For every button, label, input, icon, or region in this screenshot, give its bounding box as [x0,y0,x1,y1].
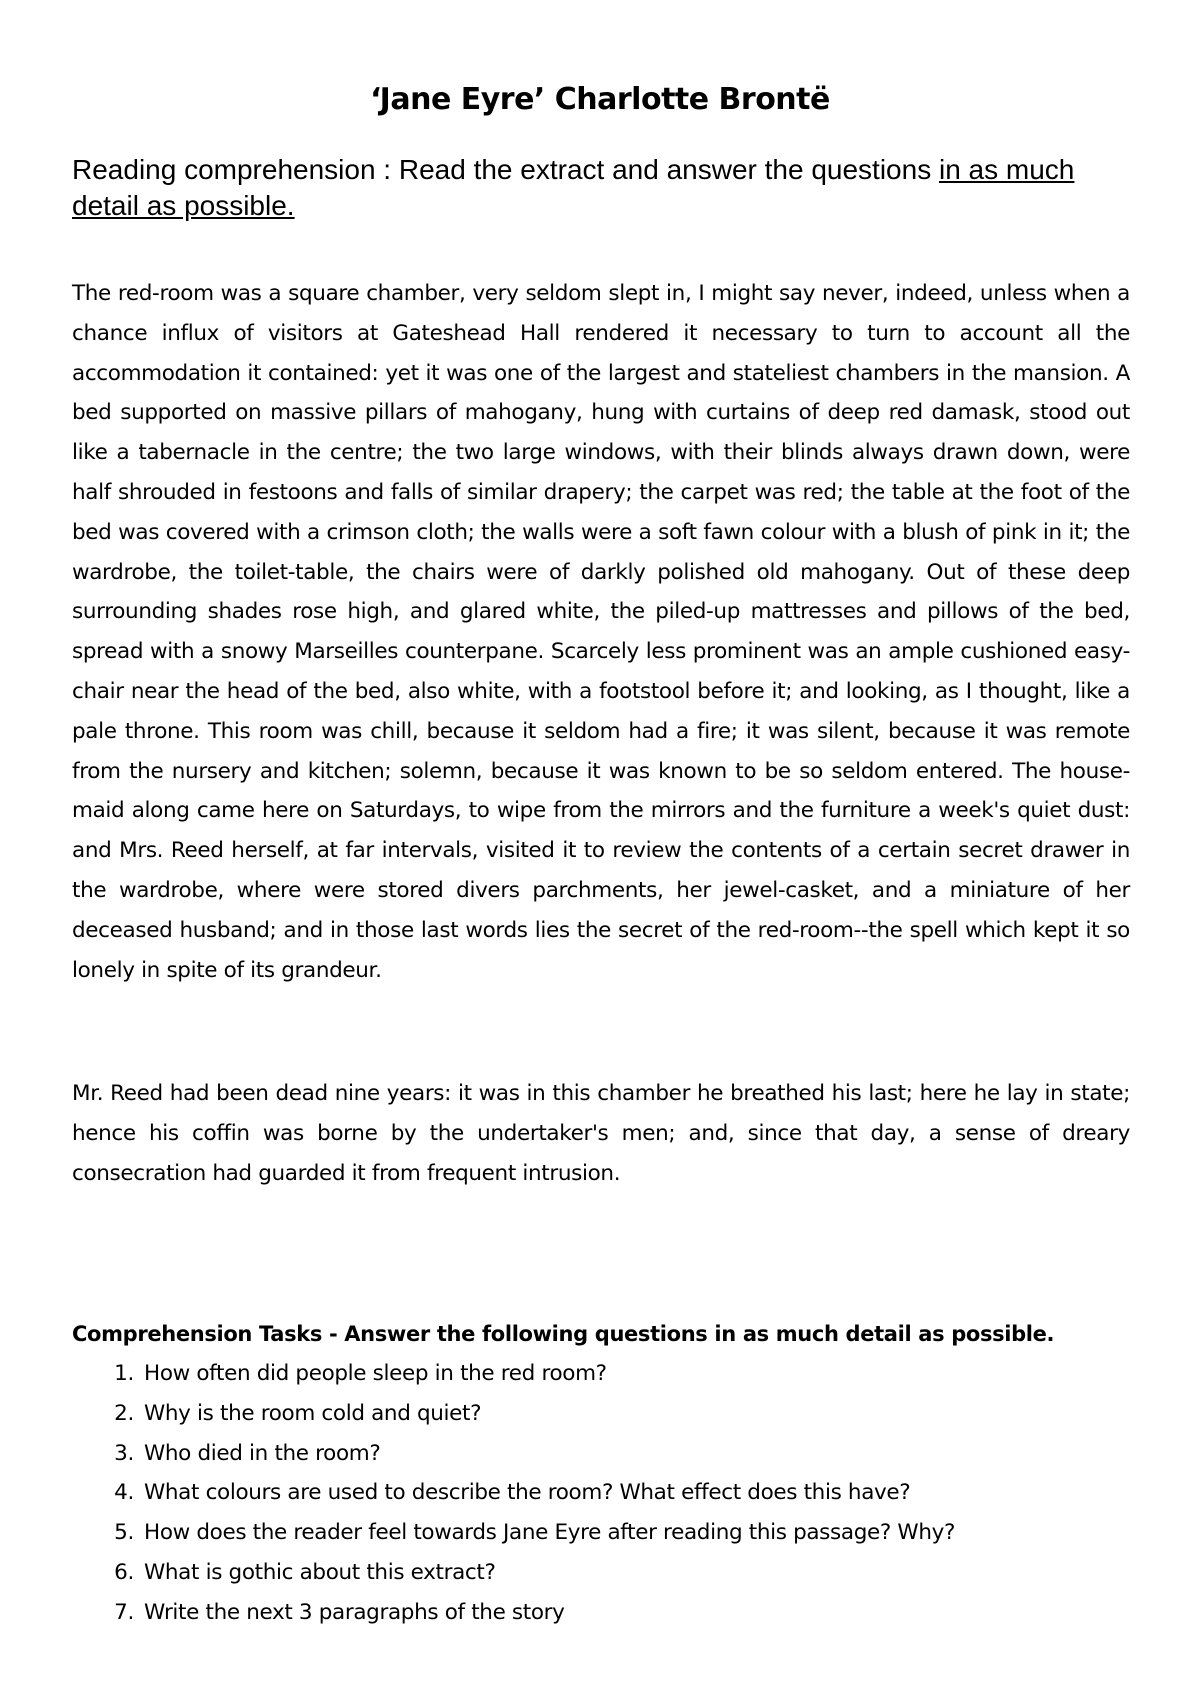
question-text: Who died in the room? [144,1440,381,1466]
question-item [72,1513,1132,1553]
question-text: How often did people sleep in the red room? [144,1361,607,1386]
comprehension-tasks [72,1314,1132,1633]
question-text: What is gothic about this extract? [144,1559,496,1585]
question-number: 1. [114,1361,134,1386]
question-item [72,1394,1132,1434]
question-item [72,1553,1132,1593]
question-text: What colours are used to describe the room? What effect does this have? [144,1480,911,1506]
question-item [72,1354,1132,1394]
question-text: Write the next 3 paragraphs of the story [144,1599,565,1625]
document-title: ‘Jane Eyre’ Charlotte Brontë [370,82,830,117]
question-number: 6. [114,1559,134,1585]
reading-instructions [72,152,1132,224]
questions-list [72,1354,1132,1633]
instructions-underlined: in as much detail as possible. [72,154,1075,221]
question-number: 3. [114,1440,134,1466]
question-item [72,1473,1132,1513]
extract-paragraph-2: Mr. Reed had been dead nine years: it was in this chamber he breathed his last; here he lay in state; hence his coffin was borne by the undertaker's men; and, since that day, a sense of dreary consecration had guarded it from frequent intrusion. [72,1081,1130,1186]
question-number: 7. [114,1599,134,1625]
question-text: How does the reader feel towards Jane Eyre after reading this passage? Why? [144,1520,956,1546]
tasks-heading: Comprehension Tasks - Answer the following questions in as much detail as possible. [72,1322,1055,1346]
question-item [72,1434,1132,1474]
question-number: 4. [114,1480,134,1506]
question-number: 5. [114,1520,134,1546]
extract-paragraph-1: The red-room was a square chamber, very seldom slept in, I might say never, indeed, unless when a chance influx of visitors at Gateshead Hall rendered it necessary to turn to account all the accommodation it contained: yet it was one of the largest and stateliest chambers in the mansion. A bed supported on massive pillars of mahogany, hung with curtains of deep red damask, stood out like a tabernacle in the centre; the two large windows, with their blinds always drawn down, were half shrouded in festoons and falls of similar drapery; the carpet was red; the table at the foot of the bed was covered with a crimson cloth; the walls were a soft fawn colour with a blush of pink in it; the wardrobe, the toilet-table, the chairs were of darkly polished old mahogany. Out of these deep surrounding shades rose high, and glared white, the piled-up mattresses and pillows of the bed, spread with a snowy Marseilles counterpane. Scarcely less prominent was an ample cushioned easy-chair near the head of the bed, also white, with a footstool before it; and looking, as I thought, like a pale throne. This room was chill, because it seldom had a fire; it was silent, because it was remote from the nursery and kitchen; solemn, because it was known to be so seldom entered. The house-maid along came here on Saturdays, to wipe from the mirrors and the furniture a week's quiet dust: and Mrs. Reed herself, at far intervals, visited it to review the contents of a certain secret drawer in the wardrobe, where were stored divers parchments, her jewel-casket, and a miniature of her deceased husband; and in those last words lies the secret of the red-room--the spell which kept it so lonely in spite of its grandeur. [72,281,1130,983]
question-number: 2. [114,1400,134,1426]
instructions-text: Reading comprehension : Read the extract and answer the questions [72,154,939,185]
question-text: Why is the room cold and quiet? [144,1400,482,1426]
question-item [72,1593,1132,1633]
